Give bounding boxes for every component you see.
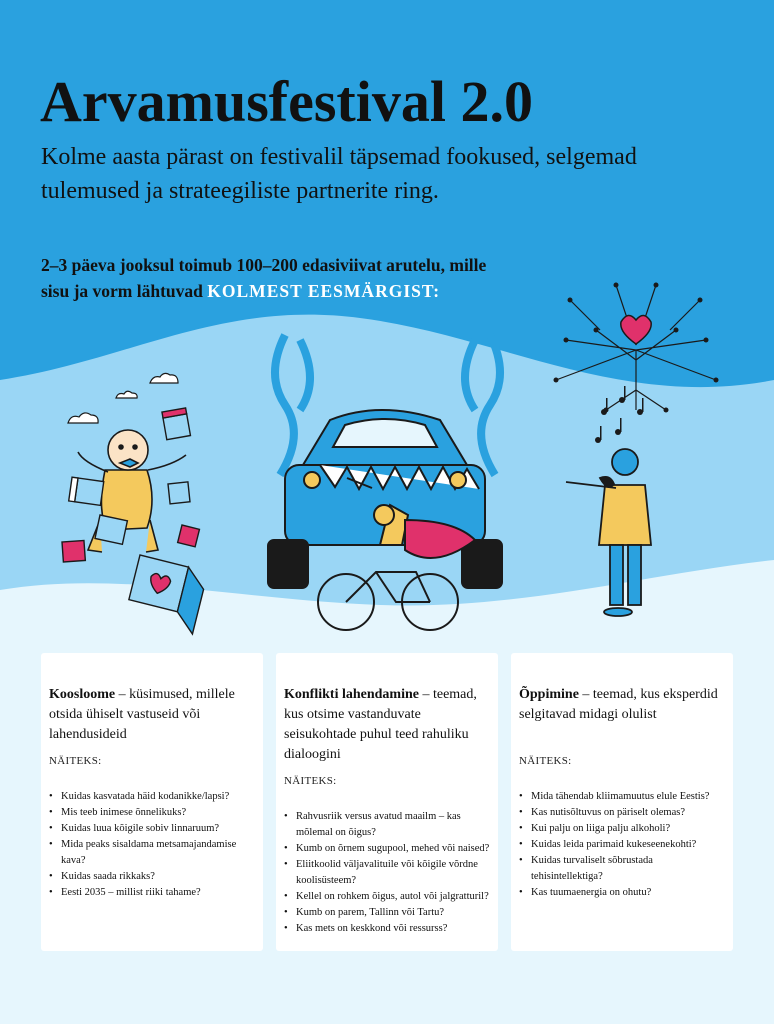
- toy-block-icon: [162, 408, 190, 440]
- lead-highlight: KOLMEST EESMÄRGIST:: [207, 281, 441, 301]
- card-konflikti-lahendamine: [276, 653, 498, 951]
- lead-text: 2–3 päeva jooksul toimub 100–200 edasiviivat arutelu, mille sisu ja vorm lähtuvad: [41, 255, 487, 301]
- card-title: Õppimine: [519, 687, 579, 702]
- card-oppimine: [511, 653, 733, 951]
- list-item: • Mida peaks sisaldama metsamajandamise kava?: [49, 837, 255, 869]
- list-item: • Kui palju on liiga palju alkoholi?: [519, 821, 725, 837]
- list-item: • Kuidas turvaliselt sõbrustada tehisintellektiga?: [519, 853, 725, 885]
- card-title: Konflikti lahendamine: [284, 687, 419, 702]
- card-examples-list: [519, 789, 725, 901]
- list-item: • Mida tähendab kliimamuutus elule Eestis?: [519, 789, 725, 805]
- toy-block-icon: [95, 515, 127, 544]
- lead-paragraph: [41, 252, 511, 304]
- card-heading: [519, 685, 725, 745]
- card-heading: [284, 685, 490, 765]
- list-item: • Kas nutisõltuvus on päriselt olemas?: [519, 805, 725, 821]
- card-description: – küsimused, millele otsida ühiselt vastuseid või lahendusideid: [49, 687, 235, 742]
- list-item: • Kumb on õrnem sugupool, mehed või naised?: [284, 841, 490, 857]
- list-item: • Kellel on rohkem õigus, autol või jalgratturil?: [284, 889, 490, 905]
- toy-block-icon: [62, 540, 85, 561]
- list-item: • Eesti 2035 – millist riiki tahame?: [49, 885, 255, 901]
- list-item: • Kuidas leida parimaid kukeseenekohti?: [519, 837, 725, 853]
- card-description: – teemad, kus otsime vastanduvate seisukohtade puhul teed rahuliku dialoogini: [284, 687, 477, 762]
- list-item: • Kumb on parem, Tallinn või Tartu?: [284, 905, 490, 921]
- list-item: • Kuidas saada rikkaks?: [49, 869, 255, 885]
- toy-block-icon: [168, 482, 190, 504]
- card-label: NÄITEKS:: [519, 755, 572, 767]
- toy-block-icon: [69, 477, 104, 505]
- list-item: • Rahvusriik versus avatud maailm – kas mõlemal on õigus?: [284, 809, 490, 841]
- card-koosloome: [41, 653, 263, 951]
- card-heading: [49, 685, 255, 745]
- card-examples-list: [49, 789, 255, 901]
- list-item: • Eliitkoolid väljavalituile või kõigile võrdne koolisüsteem?: [284, 857, 490, 889]
- card-examples-list: [284, 809, 490, 937]
- card-label: NÄITEKS:: [284, 775, 337, 787]
- list-item: • Kas tuumaenergia on ohutu?: [519, 885, 725, 901]
- page-title: Arvamusfestival 2.0: [40, 69, 533, 134]
- card-description: – teemad, kus eksperdid selgitavad midagi olulist: [519, 687, 718, 722]
- list-item: • Kuidas kasvatada häid kodanikke/lapsi?: [49, 789, 255, 805]
- page-subtitle: Kolme aasta pärast on festivalil täpsemad fookused, selgemad tulemused ja strateegiliste partnerite ring.: [41, 144, 637, 204]
- toy-block-icon: [178, 525, 200, 547]
- list-item: • Kuidas luua kõigile sobiv linnaruum?: [49, 821, 255, 837]
- card-title: Koosloome: [49, 687, 116, 702]
- list-item: • Kas mets on keskkond või ressurss?: [284, 921, 490, 937]
- card-label: NÄITEKS:: [49, 755, 102, 767]
- list-item: • Mis teeb inimese õnnelikuks?: [49, 805, 255, 821]
